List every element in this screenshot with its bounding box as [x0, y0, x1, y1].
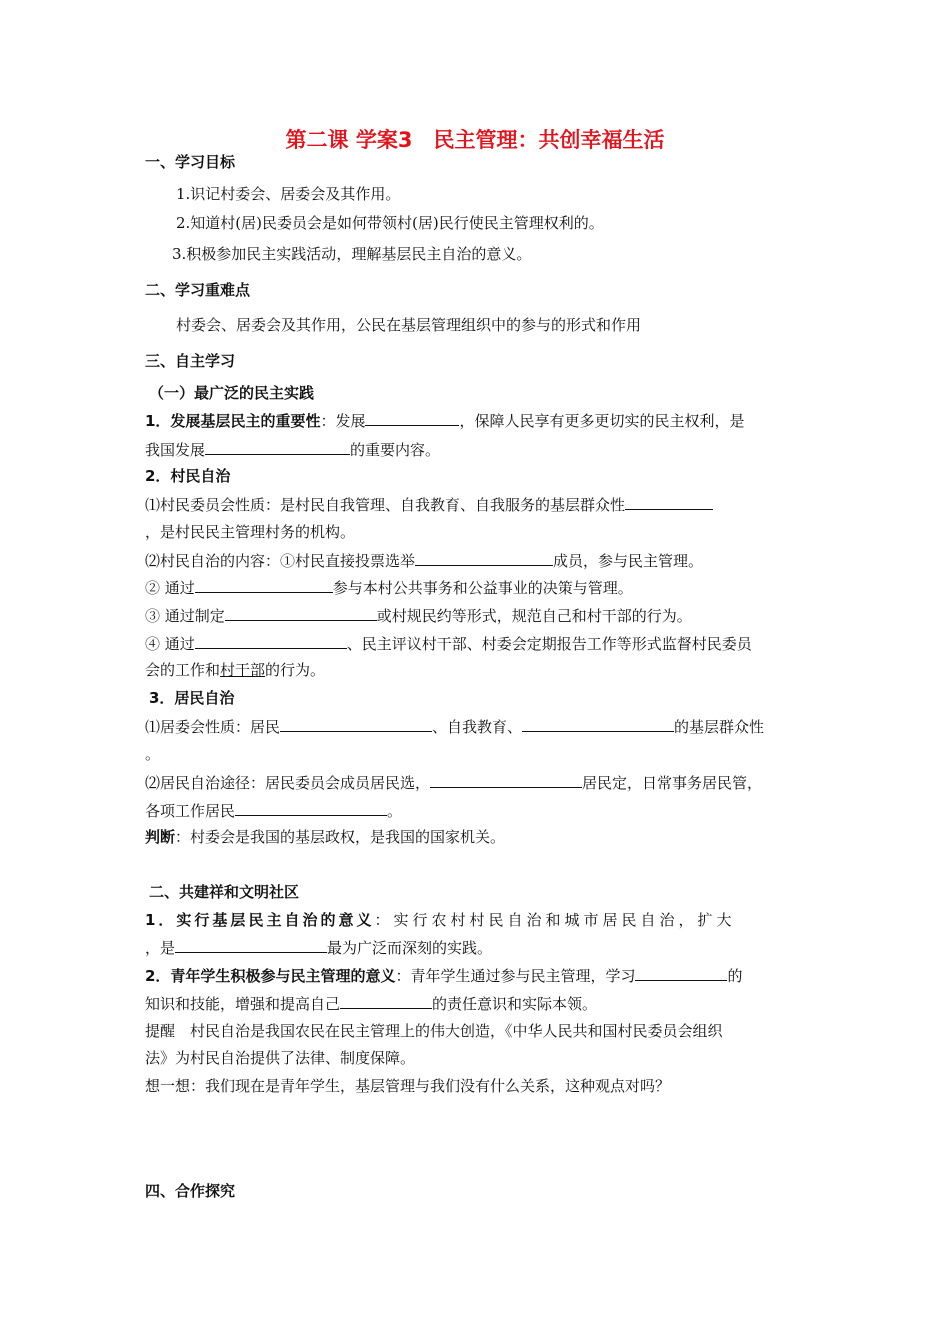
fill-blank[interactable]: [522, 716, 674, 732]
text-span: ⑴村民委员会性质：是村民自我管理、自我教育、自我服务的基层群众性: [145, 496, 626, 514]
judgment-question: [145, 827, 505, 847]
text-span: 成员，参与民主管理。: [553, 552, 704, 570]
text-span: ② 通过: [145, 579, 195, 597]
text-span: 、民主评议村干部、村委会定期报告工作等形式监督村民委员: [346, 635, 752, 653]
village-committee-nature-line-2: ，是村民民主管理村务的机构。: [145, 523, 356, 541]
text-span: ：实行农村村民自治和城市居民自治，扩大: [374, 911, 736, 929]
text-span: ⑵居民自治途径：居民委员会成员居民选，: [145, 774, 431, 792]
text-span: ：青年学生通过参与民主管理，学习: [395, 967, 636, 985]
text-span: ：村委会是我国的基层政权，是我国的国家机关。: [175, 828, 506, 846]
villager-autonomy-content-2: [145, 577, 633, 598]
resident-autonomy-path-1: [145, 772, 762, 793]
fill-blank[interactable]: [195, 633, 347, 649]
fill-blank[interactable]: [635, 965, 727, 981]
fill-blank[interactable]: [430, 772, 582, 788]
resident-autonomy-path-2: [145, 800, 402, 821]
resident-committee-nature-end: 。: [145, 745, 161, 763]
underlined-text: 村干部: [220, 661, 266, 679]
autonomy-meaning-line-2: [145, 937, 492, 958]
text-span: 会的工作和: [145, 661, 221, 679]
villager-autonomy-content-3: [145, 605, 692, 626]
fill-blank[interactable]: [625, 494, 713, 510]
judgment-label: 判断: [145, 828, 176, 846]
text-span: 各项工作居民: [145, 802, 236, 820]
fill-blank[interactable]: [175, 937, 327, 953]
text-span: 的基层群众性: [674, 718, 765, 736]
objective-1: 1.识记村委会、居委会及其作用。: [176, 185, 401, 203]
section-2-heading: 二、学习重难点: [145, 281, 251, 299]
villager-autonomy-heading: 2．村民自治: [145, 467, 231, 485]
fill-blank[interactable]: [280, 716, 432, 732]
reminder-line-1: 提醒 村民自治是我国农民在民主管理上的伟大创造，《中华人民共和国村民委员会组织: [145, 1022, 723, 1040]
text-span: ④ 通过: [145, 635, 195, 653]
grassroots-importance-line-1: [145, 410, 744, 431]
villager-autonomy-content-5: [145, 660, 325, 680]
section-3-heading: 三、自主学习: [145, 352, 236, 370]
text-span: 知识和技能，增强和提高自己: [145, 995, 341, 1013]
subsection-1-heading: （一）最广泛的民主实践: [149, 384, 315, 402]
section-1-heading: 一、学习目标: [145, 153, 236, 171]
fill-blank[interactable]: [415, 550, 553, 566]
text-span: 参与本村公共事务和公益事业的决策与管理。: [332, 579, 633, 597]
text-span: 、自我教育、: [432, 718, 523, 736]
text-span: ，是: [145, 939, 176, 957]
key-points-text: 村委会、居委会及其作用，公民在基层管理组织中的参与的形式和作用: [176, 316, 642, 334]
text-span: 的重要内容。: [350, 441, 441, 459]
text-span: 居民定，日常事务居民管，: [582, 774, 763, 792]
text-span: 我国发展: [145, 441, 206, 459]
text-span: ⑵村民自治的内容：①村民直接投票选举: [145, 552, 416, 570]
villager-autonomy-content-1: [145, 550, 703, 571]
text-span: ⑴居委会性质：居民: [145, 718, 281, 736]
text-span: 。: [387, 802, 403, 820]
autonomy-meaning-line-1: [145, 910, 735, 930]
objective-2: 2.知道村(居)民委员会是如何带领村(居)民行使民主管理权利的。: [176, 214, 604, 232]
resident-committee-nature: [145, 716, 764, 737]
fill-blank[interactable]: [195, 577, 333, 593]
youth-participation-line-2: [145, 993, 597, 1014]
text-span: 或村规民约等形式，规范自己和村干部的行为。: [376, 607, 692, 625]
village-committee-nature-line-1: [145, 494, 713, 515]
youth-participation-line-1: [145, 965, 742, 986]
community-heading: 二、共建祥和文明社区: [149, 883, 300, 901]
fill-blank[interactable]: [205, 439, 350, 455]
grassroots-importance-line-2: [145, 439, 440, 460]
text-span: ：发展: [320, 412, 366, 430]
text-span: 的: [727, 967, 743, 985]
section-4-heading: 四、合作探究: [145, 1182, 236, 1200]
fill-blank[interactable]: [235, 800, 387, 816]
grassroots-importance-label: 1．发展基层民主的重要性: [145, 412, 321, 430]
text-span: 的行为。: [265, 661, 326, 679]
fill-blank[interactable]: [340, 993, 432, 1009]
fill-blank[interactable]: [365, 410, 459, 426]
objective-3: 3.积极参加民主实践活动，理解基层民主自治的意义。: [172, 245, 532, 263]
resident-autonomy-heading: 3．居民自治: [149, 689, 235, 707]
autonomy-meaning-label: 1．实行基层民主自治的意义: [145, 911, 375, 929]
text-span: 的责任意识和实际本领。: [432, 995, 598, 1013]
youth-participation-label: 2．青年学生积极参与民主管理的意义: [145, 967, 396, 985]
reminder-line-2: 法》为村民自治提供了法律、制度保障。: [145, 1049, 416, 1067]
text-span: ③ 通过制定: [145, 607, 225, 625]
fill-blank[interactable]: [225, 605, 377, 621]
villager-autonomy-content-4: [145, 633, 752, 654]
text-span: ，保障人民享有更多更切实的民主权利，是: [459, 412, 745, 430]
page-title: 第二课 学案3 民主管理：共创幸福生活: [285, 128, 665, 152]
think-question: 想一想：我们现在是青年学生，基层管理与我们没有什么关系，这种观点对吗？: [145, 1077, 671, 1095]
text-span: 最为广泛而深刻的实践。: [327, 939, 493, 957]
